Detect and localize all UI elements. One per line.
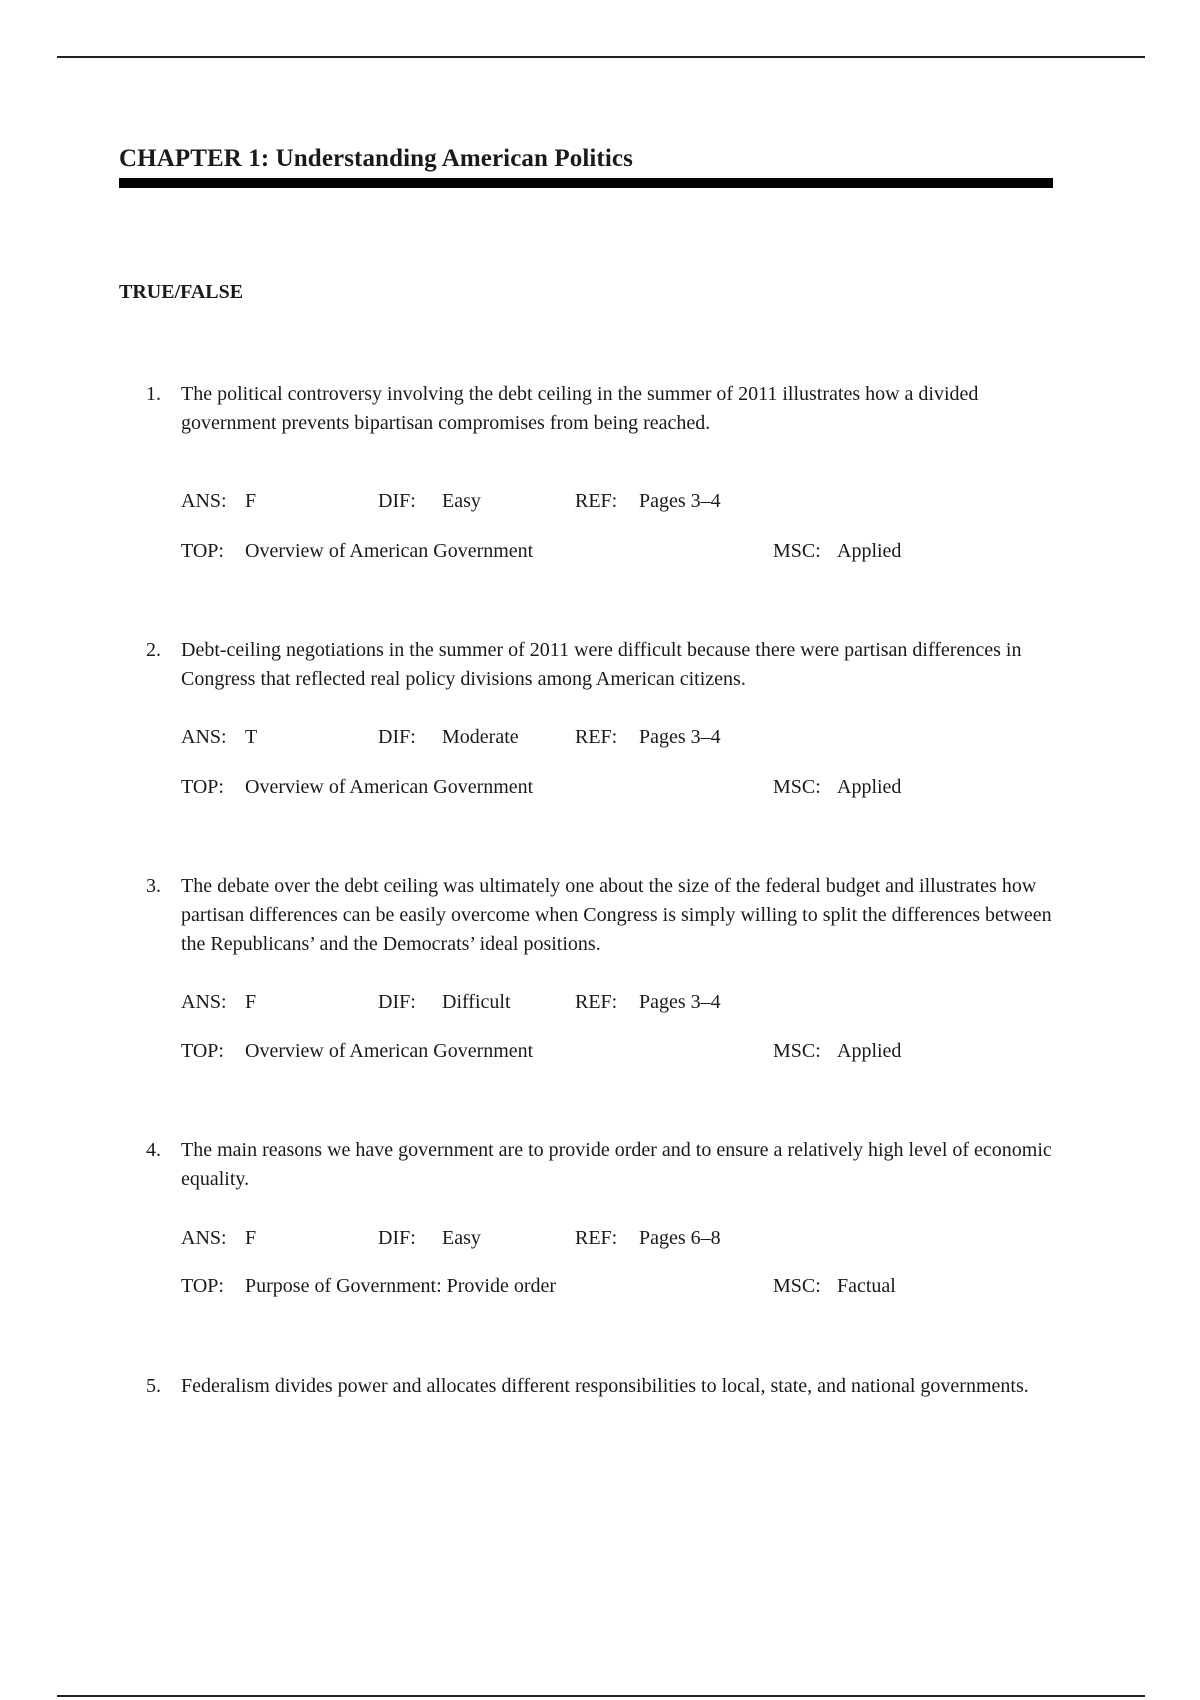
- ref-label: REF:: [575, 490, 618, 512]
- dif-label: DIF:: [378, 490, 416, 512]
- page-bottom-rule: [57, 1695, 1145, 1697]
- ref-value: Pages 6–8: [639, 1227, 721, 1249]
- question-text: The debate over the debt ceiling was ultimately one about the size of the federal budget and illustrates how partisan differences can be easily overcome when Congress is simply willing to split the differences between the Republicans’ and the Democrats’ ideal positions.: [181, 875, 1052, 955]
- question-number: 3.: [146, 875, 161, 897]
- top-label: TOP:: [181, 540, 224, 562]
- top-label: TOP:: [181, 1040, 224, 1062]
- top-value: Overview of American Government: [245, 540, 534, 562]
- msc-value: Factual: [837, 1275, 896, 1297]
- ans-label: ANS:: [181, 1227, 227, 1249]
- ref-value: Pages 3–4: [639, 991, 721, 1013]
- ref-value: Pages 3–4: [639, 726, 721, 748]
- msc-label: MSC:: [773, 540, 821, 562]
- ans-value: F: [245, 1227, 257, 1249]
- top-value: Purpose of Government: Provide order: [245, 1275, 557, 1297]
- ref-label: REF:: [575, 991, 618, 1013]
- question-text: The political controversy involving the debt ceiling in the summer of 2011 illustrates how a divided government prevents bipartisan compromises from being reached.: [181, 383, 979, 434]
- chapter-title-bar: [119, 178, 1053, 188]
- msc-label: MSC:: [773, 1275, 821, 1297]
- top-label: TOP:: [181, 1275, 224, 1297]
- ans-value: F: [245, 991, 257, 1013]
- ans-label: ANS:: [181, 490, 227, 512]
- question-text: The main reasons we have government are to provide order and to ensure a relatively high level of economic equality.: [181, 1139, 1052, 1190]
- ref-value: Pages 3–4: [639, 490, 721, 512]
- question-text: Federalism divides power and allocates different responsibilities to local, state, and national governments.: [181, 1375, 1029, 1397]
- question-text: Debt-ceiling negotiations in the summer of 2011 were difficult because there were partisan differences in Congress that reflected real policy divisions among American citizens.: [181, 639, 1022, 690]
- question-number: 1.: [146, 383, 161, 405]
- msc-label: MSC:: [773, 776, 821, 798]
- top-value: Overview of American Government: [245, 776, 534, 798]
- ans-value: F: [245, 490, 257, 512]
- dif-label: DIF:: [378, 726, 416, 748]
- page-top-rule: [57, 56, 1145, 58]
- section-title: TRUE/FALSE: [119, 281, 244, 303]
- msc-value: Applied: [837, 1040, 902, 1062]
- dif-value: Moderate: [442, 726, 519, 748]
- msc-value: Applied: [837, 776, 902, 798]
- ans-label: ANS:: [181, 991, 227, 1013]
- top-value: Overview of American Government: [245, 1040, 534, 1062]
- top-label: TOP:: [181, 776, 224, 798]
- dif-value: Easy: [442, 490, 481, 512]
- dif-value: Easy: [442, 1227, 481, 1249]
- ans-value: T: [245, 726, 258, 748]
- dif-value: Difficult: [442, 991, 511, 1013]
- ref-label: REF:: [575, 726, 618, 748]
- question-number: 4.: [146, 1139, 161, 1161]
- dif-label: DIF:: [378, 1227, 416, 1249]
- question-number: 5.: [146, 1375, 161, 1397]
- ans-label: ANS:: [181, 726, 227, 748]
- ref-label: REF:: [575, 1227, 618, 1249]
- question-number: 2.: [146, 639, 161, 661]
- msc-label: MSC:: [773, 1040, 821, 1062]
- chapter-title: CHAPTER 1: Understanding American Politics: [119, 145, 633, 172]
- msc-value: Applied: [837, 540, 902, 562]
- dif-label: DIF:: [378, 991, 416, 1013]
